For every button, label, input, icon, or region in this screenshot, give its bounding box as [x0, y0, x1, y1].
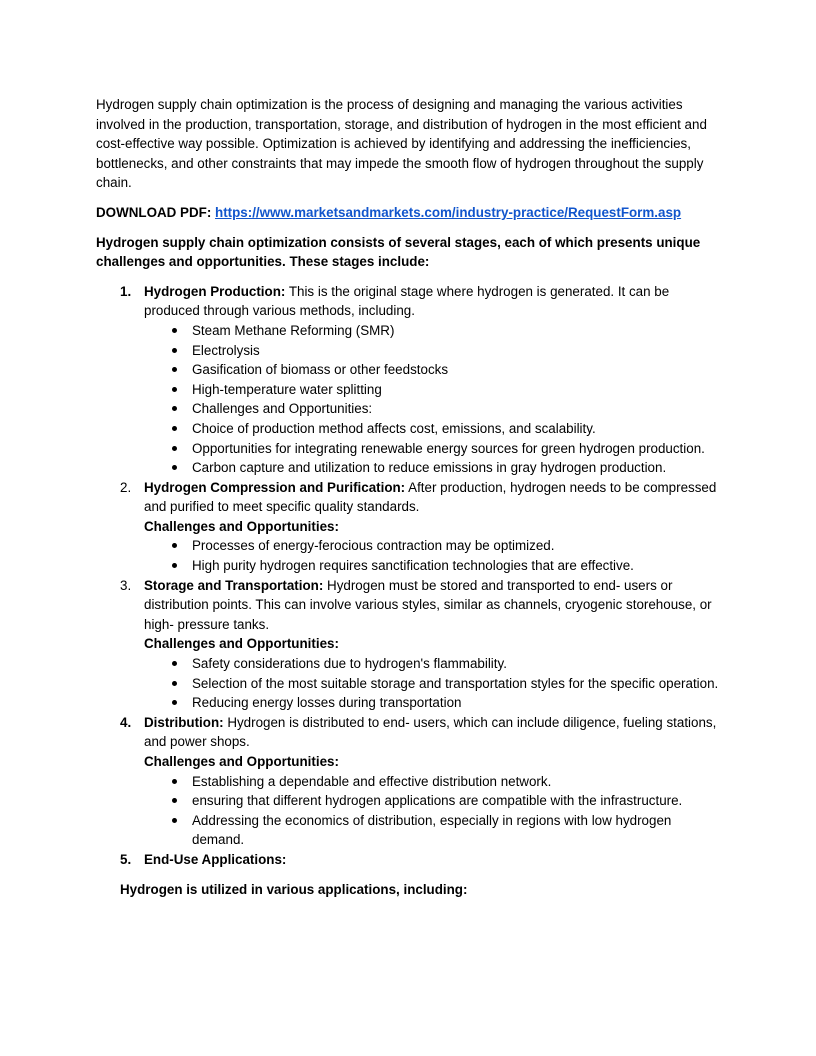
bullet-item: Challenges and Opportunities: [144, 399, 721, 419]
bullet-item: Gasification of biomass or other feedstocks [144, 360, 721, 380]
challenges-heading: Challenges and Opportunities: [144, 754, 339, 769]
bullet-list [144, 772, 721, 850]
challenges-heading: Challenges and Opportunities: [144, 518, 339, 534]
stage-title: Distribution: [144, 714, 224, 730]
stage-number: 4. [120, 714, 132, 730]
stages-lead: Hydrogen supply chain optimization consists of several stages, each of which presents unique challenges and opportunities. These stages include: [96, 234, 701, 270]
stage-item [96, 713, 721, 850]
stage-number: 3. [120, 577, 132, 593]
bullet-list [144, 536, 721, 575]
bullet-item: Reducing energy losses during transportation [144, 693, 721, 713]
bullet-item: High purity hydrogen requires sanctification technologies that are effective. [144, 556, 721, 576]
bullet-item: Processes of energy-ferocious contraction may be optimized. [144, 536, 721, 556]
stage-item [96, 478, 721, 576]
bullet-item: Opportunities for integrating renewable energy sources for green hydrogen production. [144, 439, 721, 459]
stage-title: Hydrogen Compression and Purification: [144, 479, 406, 495]
stage-item [96, 850, 721, 870]
challenges-heading: Challenges and Opportunities: [144, 636, 339, 652]
bullet-item: Electrolysis [144, 341, 721, 361]
bullet-item: High-temperature water splitting [144, 380, 721, 400]
bullet-item: Establishing a dependable and effective distribution network. [144, 772, 721, 792]
stage-title: Storage and Transportation: [144, 577, 324, 593]
stage-title: End-Use Applications: [144, 851, 287, 867]
bullet-item: Safety considerations due to hydrogen's flammability. [144, 654, 721, 674]
stage-item [96, 576, 721, 713]
stage-number: 2. [120, 479, 132, 495]
stage-item [96, 282, 721, 478]
stage-number: 1. [120, 283, 132, 299]
stage-text: Hydrogen is distributed to end- users, which can include diligence, fueling stations, and power shops. [144, 714, 717, 750]
download-link[interactable]: https://www.marketsandmarkets.com/industry-practice/RequestForm.asp [215, 204, 682, 220]
stage-text: Hydrogen must be stored and transported to end- users or distribution points. This can involve various styles, similar as channels, cryogenic storehouse, or high- pressure tanks. [144, 577, 712, 632]
stage-text: After production, hydrogen needs to be compressed and purified to meet specific quality standards. [144, 479, 717, 515]
bullet-item: ensuring that different hydrogen applications are compatible with the infrastructure. [144, 791, 721, 811]
bullet-item: Carbon capture and utilization to reduce emissions in gray hydrogen production. [144, 458, 721, 478]
bullet-list [144, 654, 721, 713]
stages-list [96, 282, 721, 870]
stage-text: This is the original stage where hydrogen is generated. It can be produced through various methods, including. [144, 283, 670, 319]
bullet-item: Steam Methane Reforming (SMR) [144, 321, 721, 341]
download-line [96, 203, 721, 223]
document-page [96, 95, 721, 899]
stage-number: 5. [120, 851, 132, 867]
stage-title: Hydrogen Production: [144, 283, 286, 299]
intro-paragraph: Hydrogen supply chain optimization is the process of designing and managing the various activities involved in the production, transportation, storage, and distribution of hydrogen in the most efficient and cost-effective way possible. Optimization is achieved by identifying and addressing the inefficiencies, bottlenecks, and other constraints that may impede the smooth flow of hydrogen throughout the supply chain. [96, 97, 707, 191]
bullet-item: Addressing the economics of distribution, especially in regions with low hydrogen demand. [144, 811, 721, 850]
bullet-item: Choice of production method affects cost, emissions, and scalability. [144, 419, 721, 439]
applications-heading: Hydrogen is utilized in various applications, including: [120, 881, 468, 897]
bullet-list [144, 321, 721, 478]
bullet-item: Selection of the most suitable storage and transportation styles for the specific operation. [144, 674, 721, 694]
download-label: DOWNLOAD PDF: [96, 204, 216, 220]
